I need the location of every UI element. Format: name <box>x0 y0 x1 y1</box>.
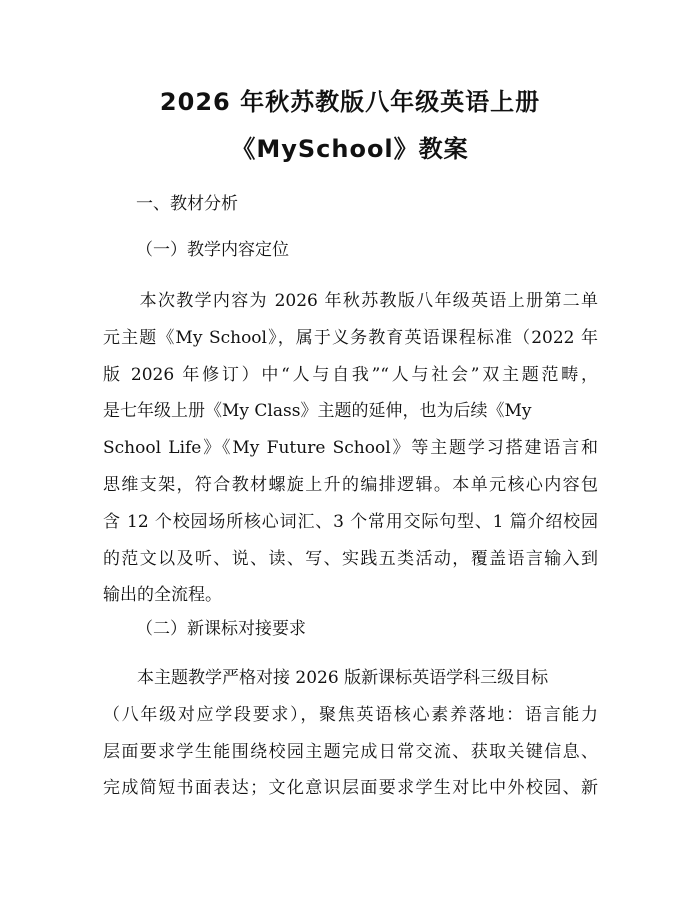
paragraph-line: School Life》《My Future School》等主题学习搭建语言和 <box>103 438 598 459</box>
paragraph-line: 本主题教学严格对接 2026 版新课标英语学科三级目标 <box>103 668 549 688</box>
document-title-line-1: 2026 年秋苏教版八年级英语上册 <box>159 88 541 116</box>
paragraph-curriculum-standards <box>103 660 598 807</box>
paragraph-content-positioning <box>103 283 598 614</box>
paragraph-line: （八年级对应学段要求），聚焦英语核心素养落地：语言能力 <box>103 704 598 725</box>
subsection-heading-curriculum-standards: （二）新课标对接要求 <box>136 619 306 639</box>
paragraph-line: 层面要求学生能围绕校园主题完成日常交流、获取关键信息、 <box>103 741 598 762</box>
document-title-line-2: 《MySchool》教案 <box>231 135 469 163</box>
subsection-heading-content-positioning: （一）教学内容定位 <box>136 240 289 260</box>
paragraph-line: 完成简短书面表达；文化意识层面要求学生对比中外校园、新 <box>103 778 598 799</box>
paragraph-line: 元主题《My School》，属于义务教育英语课程标准（2022 年 <box>103 327 598 348</box>
paragraph-line: 思维支架，符合教材螺旋上升的编排逻辑。本单元核心内容包 <box>103 474 598 495</box>
section-heading-textbook-analysis: 一、教材分析 <box>136 194 238 214</box>
paragraph-line: 含 12 个校园场所核心词汇、3 个常用交际句型、1 篇介绍校园 <box>103 511 598 532</box>
paragraph-line: 输出的全流程。 <box>103 585 222 606</box>
paragraph-line: 本次教学内容为 2026 年秋苏教版八年级英语上册第二单 <box>103 291 598 311</box>
paragraph-line: 是七年级上册《My Class》主题的延伸，也为后续《My <box>103 401 532 422</box>
paragraph-line: 版 2026 年修订）中“人与自我”“人与社会”双主题范畴， <box>103 364 598 385</box>
paragraph-line: 的范文以及听、说、读、写、实践五类活动，覆盖语言输入到 <box>103 548 598 569</box>
